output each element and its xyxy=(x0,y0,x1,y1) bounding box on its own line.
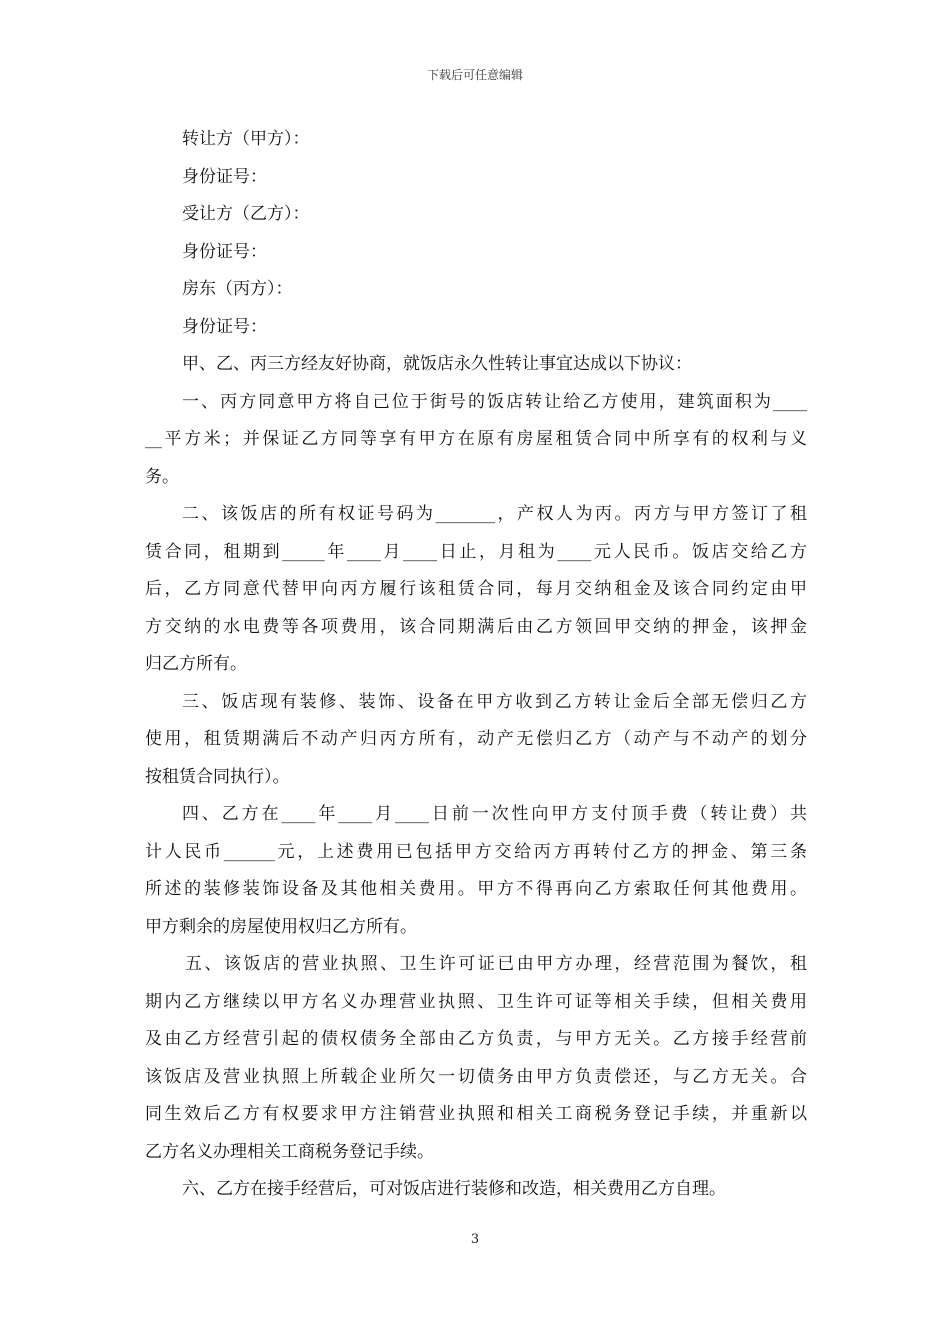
clause-line: 赁合同，租期到_____年____月____日止，月租为____元人民币。饭店交给乙方 xyxy=(145,541,807,562)
clause-line: 按租赁合同执行）。 xyxy=(145,766,290,787)
party-a-id-label: 身份证号： xyxy=(182,166,267,187)
clause-5 xyxy=(145,946,807,1171)
party-b-id-label: 身份证号： xyxy=(182,241,267,262)
document-body xyxy=(145,121,807,1209)
party-a-label: 转让方（甲方）： xyxy=(182,129,310,149)
clause-3 xyxy=(145,684,807,797)
clause-2 xyxy=(145,496,807,684)
clause-line: __平方米；并保证乙方同等享有甲方在原有房屋租赁合同中所享有的权利与义 xyxy=(145,429,807,449)
clause-line: 同生效后乙方有权要求甲方注销营业执照和相关工商税务登记手续，并重新以 xyxy=(145,1104,807,1124)
clause-line: 方交纳的水电费等各项费用，该合同期满后由乙方领回甲交纳的押金，该押金 xyxy=(145,616,807,637)
clause-line: 乙方名义办理相关工商税务登记手续。 xyxy=(145,1141,434,1162)
party-c-id-label: 身份证号： xyxy=(182,316,267,337)
page-header-note: 下载后可任意编辑 xyxy=(426,68,523,82)
clause-line: 务。 xyxy=(145,466,179,487)
clause-line: 期内乙方继续以甲方名义办理营业执照、卫生许可证等相关手续，但相关费用 xyxy=(145,991,807,1012)
clause-line: 五、该饭店的营业执照、卫生许可证已由甲方办理，经营范围为餐饮，租 xyxy=(185,954,807,974)
clause-line: 后，乙方同意代替甲向丙方履行该租赁合同，每月交纳租金及该合同约定由甲 xyxy=(145,579,807,599)
clause-line: 六、乙方在接手经营后，可对饭店进行装修和改造，相关费用乙方自理。 xyxy=(182,1179,726,1199)
clause-line: 一、丙方同意甲方将自己位于街号的饭店转让给乙方使用，建筑面积为____ xyxy=(182,391,807,412)
clause-line: 归乙方所有。 xyxy=(145,654,247,674)
clause-1 xyxy=(145,384,807,497)
party-c-label: 房东（丙方）： xyxy=(182,279,293,299)
page-number: 3 xyxy=(470,1232,480,1247)
clause-6 xyxy=(145,1171,807,1209)
agreement-intro: 甲、乙、丙三方经友好协商，就饭店永久性转让事宜达成以下协议： xyxy=(182,354,692,374)
clause-line: 二、该饭店的所有权证号码为_______，产权人为丙。丙方与甲方签订了租 xyxy=(182,504,807,524)
clause-4 xyxy=(145,796,807,946)
clause-line: 该饭店及营业执照上所载企业所欠一切债务由甲方负责偿还，与乙方无关。合 xyxy=(145,1066,807,1087)
clause-line: 计人民币______元，上述费用已包括甲方交给丙方再转付乙方的押金、第三条 xyxy=(145,841,807,862)
clause-line: 及由乙方经营引起的债权债务全部由乙方负责，与甲方无关。乙方接手经营前 xyxy=(145,1029,807,1049)
clause-line: 使用，租赁期满后不动产归丙方所有，动产无偿归乙方（动产与不动产的划分 xyxy=(145,729,807,749)
clause-line: 三、饭店现有装修、装饰、设备在甲方收到乙方转让金后全部无偿归乙方 xyxy=(182,691,807,712)
clause-line: 甲方剩余的房屋使用权归乙方所有。 xyxy=(145,916,417,937)
clause-line: 四、乙方在____年____月____日前一次性向甲方支付顶手费（转让费）共 xyxy=(182,804,807,824)
party-b-label: 受让方（乙方）： xyxy=(182,204,310,224)
clause-line: 所述的装修装饰设备及其他相关费用。甲方不得再向乙方索取任何其他费用。 xyxy=(145,879,807,899)
